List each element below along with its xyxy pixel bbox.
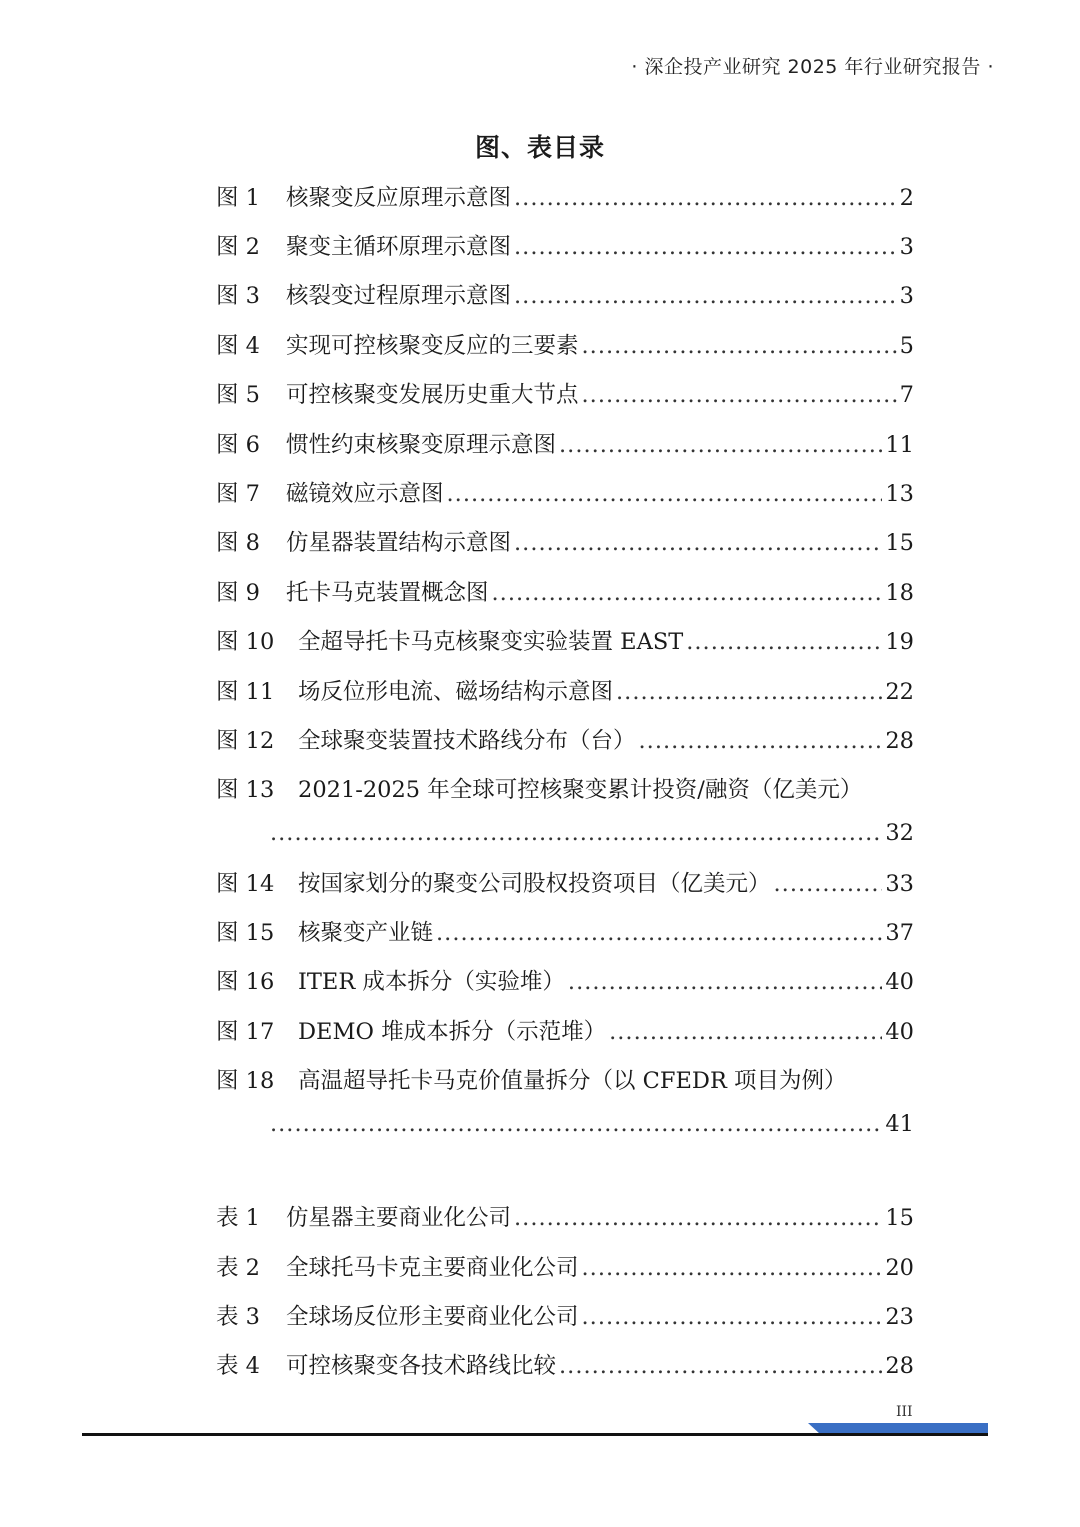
- page-title: 图、表目录: [474, 133, 605, 162]
- entry-page: 40: [885, 969, 914, 995]
- entry-label: 图 16: [216, 969, 275, 995]
- leader-dots: [582, 382, 897, 408]
- toc-entry-figure-13-continuation[interactable]: [270, 820, 914, 854]
- leader-dots: [447, 481, 883, 507]
- leader-dots: [686, 629, 882, 655]
- entry-caption: 仿星器主要商业化公司: [286, 1205, 512, 1231]
- entry-label: 表 2: [216, 1255, 260, 1281]
- leader-dots: [514, 1205, 882, 1231]
- entry-page: 22: [885, 679, 914, 705]
- entry-label: 图 18: [216, 1068, 275, 1094]
- entry-label: 图 12: [216, 728, 275, 754]
- toc-entry-figure-7[interactable]: [216, 476, 914, 510]
- entry-page: 3: [899, 283, 914, 309]
- entry-caption: 全球场反位形主要商业化公司: [286, 1304, 579, 1330]
- entry-page: 13: [885, 481, 914, 507]
- entry-page: 23: [885, 1304, 914, 1330]
- leader-dots: [582, 333, 897, 359]
- leader-dots: [582, 1304, 883, 1330]
- leader-dots: [514, 185, 897, 211]
- toc-entry-table-1[interactable]: [216, 1200, 914, 1234]
- page-number: III: [896, 1404, 913, 1420]
- entry-caption: 实现可控核聚变反应的三要素: [286, 333, 579, 359]
- entry-caption: 托卡马克装置概念图: [286, 580, 489, 606]
- entry-page: 20: [885, 1255, 914, 1281]
- toc-entry-table-3[interactable]: [216, 1299, 914, 1333]
- leader-dots: [568, 969, 882, 995]
- entry-page: 7: [899, 382, 914, 408]
- toc-entry-figure-11[interactable]: [216, 674, 914, 708]
- toc-entry-figure-6[interactable]: [216, 427, 914, 461]
- entry-caption: 仿星器装置结构示意图: [286, 530, 512, 556]
- entry-page: 3: [899, 234, 914, 260]
- entry-caption: 全超导托卡马克核聚变实验装置 EAST: [298, 629, 684, 655]
- entry-caption: 核聚变产业链: [298, 920, 434, 946]
- leader-dots: [639, 728, 883, 754]
- entry-label: 图 7: [216, 481, 260, 507]
- toc-entry-figure-8[interactable]: [216, 525, 914, 559]
- toc-entry-figure-2[interactable]: [216, 229, 914, 263]
- leader-dots: [774, 871, 883, 897]
- entry-label: 表 4: [216, 1353, 260, 1379]
- entry-caption: 惯性约束核聚变原理示意图: [286, 432, 557, 458]
- entry-page: 40: [885, 1019, 914, 1045]
- entry-label: 图 17: [216, 1019, 275, 1045]
- toc-entry-figure-5[interactable]: [216, 377, 914, 411]
- toc-entry-figure-14[interactable]: [216, 866, 914, 900]
- entry-label: 图 15: [216, 920, 275, 946]
- leader-dots: [559, 1353, 882, 1379]
- leader-dots: [616, 679, 882, 705]
- entry-caption: 聚变主循环原理示意图: [286, 234, 512, 260]
- entry-caption: 高温超导托卡马克价值量拆分（以 CFEDR 项目为例）: [298, 1068, 847, 1094]
- toc-entry-figure-12[interactable]: [216, 723, 914, 757]
- running-header: · 深企投产业研究 2025 年行业研究报告 ·: [631, 56, 994, 78]
- leader-dots: [514, 283, 897, 309]
- entry-label: 图 3: [216, 283, 260, 309]
- entry-label: 图 6: [216, 432, 260, 458]
- entry-page: 18: [885, 580, 914, 606]
- toc-entry-figure-15[interactable]: [216, 915, 914, 949]
- entry-page: 15: [885, 530, 914, 556]
- entry-label: 图 14: [216, 871, 275, 897]
- entry-page: 37: [885, 920, 914, 946]
- leader-dots: [270, 1111, 882, 1137]
- entry-caption: 2021-2025 年全球可控核聚变累计投资/融资（亿美元）: [298, 777, 863, 803]
- toc-entry-table-4[interactable]: [216, 1348, 914, 1382]
- entry-page: 28: [885, 1353, 914, 1379]
- entry-page: 5: [899, 333, 914, 359]
- toc-entry-table-2[interactable]: [216, 1250, 914, 1284]
- entry-label: 图 5: [216, 382, 260, 408]
- entry-label: 图 1: [216, 185, 260, 211]
- entry-label: 图 2: [216, 234, 260, 260]
- entry-caption: 可控核聚变发展历史重大节点: [286, 382, 579, 408]
- entry-caption: 全球聚变装置技术路线分布（台）: [298, 728, 636, 754]
- entry-caption: 按国家划分的聚变公司股权投资项目（亿美元）: [298, 871, 771, 897]
- toc-entry-figure-16[interactable]: [216, 964, 914, 998]
- entry-page: 2: [899, 185, 914, 211]
- entry-caption: 核聚变反应原理示意图: [286, 185, 512, 211]
- entry-caption: 磁镜效应示意图: [286, 481, 444, 507]
- footer-rule: [82, 1433, 988, 1436]
- toc-entry-figure-3[interactable]: [216, 278, 914, 312]
- toc-entry-figure-18[interactable]: [216, 1063, 914, 1097]
- entry-page: 11: [885, 432, 914, 458]
- toc-entry-figure-17[interactable]: [216, 1014, 914, 1048]
- entry-page: 41: [885, 1111, 914, 1137]
- entry-label: 表 3: [216, 1304, 260, 1330]
- entry-label: 图 11: [216, 679, 275, 705]
- entry-caption: 场反位形电流、磁场结构示意图: [298, 679, 614, 705]
- entry-page: 33: [885, 871, 914, 897]
- entry-label: 图 10: [216, 629, 275, 655]
- leader-dots: [492, 580, 883, 606]
- toc-entry-figure-10[interactable]: [216, 624, 914, 658]
- toc-entry-figure-9[interactable]: [216, 575, 914, 609]
- entry-label: 图 13: [216, 777, 275, 803]
- leader-dots: [514, 234, 897, 260]
- entry-label: 表 1: [216, 1205, 260, 1231]
- leader-dots: [270, 820, 882, 846]
- entry-caption: 可控核聚变各技术路线比较: [286, 1353, 557, 1379]
- toc-entry-figure-1[interactable]: [216, 180, 914, 214]
- toc-entry-figure-18-continuation[interactable]: [270, 1111, 914, 1145]
- entry-caption: DEMO 堆成本拆分（示范堆）: [298, 1019, 607, 1045]
- toc-entry-figure-4[interactable]: [216, 328, 914, 362]
- leader-dots: [514, 530, 882, 556]
- leader-dots: [436, 920, 882, 946]
- leader-dots: [559, 432, 882, 458]
- entry-page: 19: [885, 629, 914, 655]
- entry-caption: ITER 成本拆分（实验堆）: [298, 969, 565, 995]
- leader-dots: [609, 1019, 882, 1045]
- entry-page: 32: [885, 820, 914, 846]
- entry-label: 图 8: [216, 530, 260, 556]
- entry-caption: 核裂变过程原理示意图: [286, 283, 512, 309]
- entry-label: 图 4: [216, 333, 260, 359]
- entry-page: 28: [885, 728, 914, 754]
- toc-entry-figure-13[interactable]: [216, 772, 914, 806]
- entry-page: 15: [885, 1205, 914, 1231]
- entry-label: 图 9: [216, 580, 260, 606]
- entry-caption: 全球托马卡克主要商业化公司: [286, 1255, 579, 1281]
- leader-dots: [582, 1255, 883, 1281]
